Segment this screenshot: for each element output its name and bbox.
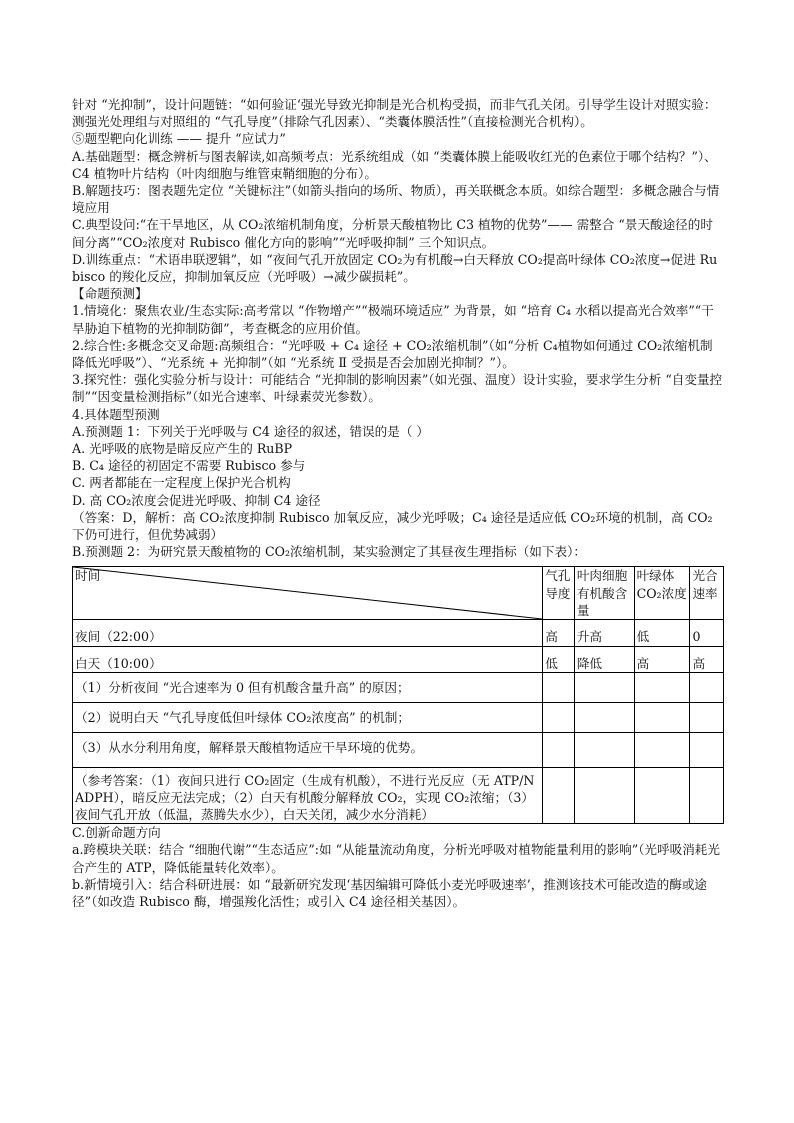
paragraph: 4.具体题型预测 (72, 406, 160, 422)
table-cell (574, 703, 634, 733)
table-header-cell: 气孔导度 (543, 567, 575, 620)
table-cell: 0 (690, 620, 724, 646)
table-question: （2）说明白天 “气孔导度低但叶绿体 CO₂浓度高” 的机制； (73, 703, 543, 733)
paragraph: a.跨模块关联：结合 “细胞代谢”“生态适应”:如 “从能量流动角度，分析光呼吸对植物能量利用的影响”（光呼吸消耗光合产生的 ATP，降低能量转化效率）。 (72, 842, 720, 875)
diagonal-line (73, 567, 542, 619)
paragraph: 3.探究性：强化实验分析与设计：可能结合 “光抑制的影响因素”（如光强、温度）设计实验，要求学生分析 “自变量控制”“因变量检测指标”（如光合速率、叶绿素荧光参数）。 (72, 372, 723, 405)
paragraph: 针对 “光抑制”，设计问题链：“如何验证‘强光导致光抑制是光合机构受损，而非气孔关闭。引导学生设计对照实验：测强光处理组与对照组的 “气孔导度”（排除气孔因素）、“类囊体膜活性”（直接检测光合机构）。 (72, 97, 717, 130)
option-d: D. 高 CO₂浓度会促进光呼吸、抑制 C4 途径 (72, 492, 321, 508)
table-question: （1）分析夜间 “光合速率为 0 但有机酸含量升高” 的原因； (73, 672, 543, 702)
table-question-row (73, 703, 724, 733)
table-header-row (73, 567, 724, 620)
table-question-row (73, 733, 724, 767)
table-cell (543, 733, 575, 767)
table-row (73, 646, 724, 672)
table-corner-label: 时间 (75, 568, 101, 584)
paragraph: A.基础题型：概念辨析与图表解读,如高频考点：光系统组成（如 “类囊体膜上能吸收红光的色素位于哪个结构？”）、C4 植物叶片结构（叶肉细胞与维管束鞘细胞的分布）。 (72, 148, 717, 181)
table-row (73, 620, 724, 646)
table-cell (634, 733, 690, 767)
table-answer: （参考答案：（1）夜间只进行 CO₂固定（生成有机酸），不进行光反应（无 ATP/NADPH），暗反应无法完成；（2）白天有机酸分解释放 CO₂，实现 CO₂浓缩；（3）夜间气孔开放（低温，蒸腾失水少），白天关闭，减少水分消耗） (73, 767, 543, 824)
table-cell (543, 672, 575, 702)
table-header-cell: 叶绿体 CO₂浓度 (634, 567, 690, 620)
table-cell (690, 703, 724, 733)
paragraph: 2.综合性:多概念交叉命题:高频组合：“光呼吸 + C₄ 途径 + CO₂浓缩机制”（如“分析 C₄植物如何通过 CO₂浓缩机制降低光呼吸”）、“光系统 + 光抑制”（如 “光系统 Ⅱ 受损是否会加剧光抑制？”）。 (72, 337, 713, 371)
option-a: A. 光呼吸的底物是暗反应产生的 RuBP (72, 441, 293, 457)
table-cell (634, 672, 690, 702)
document-page (72, 96, 724, 910)
table-cell (634, 703, 690, 733)
paragraph: ⑤题型靶向化训练 —— 提升 “应试力” (72, 131, 286, 147)
paragraph: B.预测题 2：为研究景天酸植物的 CO₂浓缩机制，某实验测定了其昼夜生理指标（如下表）： (72, 544, 586, 560)
table-header-cell: 叶肉细胞有机酸含量 (574, 567, 634, 620)
table-cell: 升高 (574, 620, 634, 646)
table-cell (543, 767, 575, 824)
table-cell: 低 (634, 620, 690, 646)
paragraph: C.典型设问:“在干旱地区，从 CO₂浓缩机制角度，分析景天酸植物比 C3 植物的优势”—— 需整合 “景天酸途径的时间分离”“CO₂浓度对 Rubisco 催化方向的影响”“光呼吸抑制” 三个知识点。 (72, 217, 713, 250)
table-cell (690, 767, 724, 824)
table-cell: 降低 (574, 646, 634, 672)
data-table (72, 566, 724, 824)
table-cell: 低 (543, 646, 575, 672)
table-cell (574, 733, 634, 767)
table-header-cell: 光合速率 (690, 567, 724, 620)
table-cell (634, 767, 690, 824)
question-stem: A.预测题 1：下列关于光呼吸与 C4 途径的叙述，错误的是（ ） (72, 423, 430, 439)
option-c: C. 两者都能在一定程度上保护光合机构 (72, 475, 291, 491)
table-cell (574, 672, 634, 702)
table-row-label: 白天（10:00） (73, 646, 543, 672)
answer-explanation: （答案：D，解析：高 CO₂浓度抑制 Rubisco 加氧反应，减少光呼吸；C₄ 途径是适应低 CO₂环境的机制，高 CO₂下仍可进行，但优势减弱） (72, 509, 713, 543)
paragraph: B.解题技巧：图表题先定位 “关键标注”（如箭头指向的场所、物质），再关联概念本质。如综合题型：多概念融合与情境应用 (72, 183, 720, 216)
table-row-label: 夜间（22:00） (73, 620, 543, 646)
paragraph: 1.情境化：聚焦农业/生态实际:高考常以 “作物增产”“极端环境适应” 为背景，如 “培育 C₄ 水稻以提高光合效率”“干旱胁迫下植物的光抑制防御”，考查概念的应用价值。 (72, 303, 714, 336)
table-question-row (73, 672, 724, 702)
diagonal-header-cell (73, 567, 543, 620)
table-cell (543, 703, 575, 733)
table-cell (690, 733, 724, 767)
table-cell: 高 (543, 620, 575, 646)
paragraph: D.训练重点：“术语串联逻辑”，如 “夜间气孔开放固定 CO₂为有机酸→白天释放 CO₂提高叶绿体 CO₂浓度→促进 Rubisco 的羧化反应，抑制加氧反应（光呼吸）→减少碳损耗”。 (72, 251, 718, 285)
section-heading: 【命题预测】 (72, 286, 148, 302)
table-question: （3）从水分利用角度，解释景天酸植物适应干旱环境的优势。 (73, 733, 543, 767)
table-cell: 高 (634, 646, 690, 672)
paragraph: b.新情境引入：结合科研进展：如 “最新研究发现‘基因编辑可降低小麦光呼吸速率’，推测该技术可能改造的酶或途径”（如改造 Rubisco 酶，增强羧化活性；或引入 C4 途径相关基因）。 (72, 876, 708, 909)
table-cell: 高 (690, 646, 724, 672)
option-b: B. C₄ 途径的初固定不需要 Rubisco 参与 (72, 458, 306, 474)
paragraph: C.创新命题方向 (72, 825, 161, 841)
table-cell (574, 767, 634, 824)
table-answer-row (73, 767, 724, 824)
table-cell (690, 672, 724, 702)
